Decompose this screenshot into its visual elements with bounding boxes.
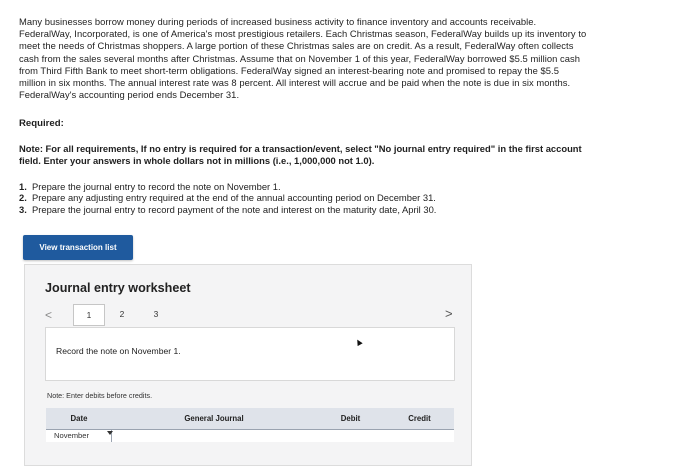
note-line: field. Enter your answers in whole dollars not in millions (i.e., 1,000,000 not 1.0). bbox=[19, 155, 375, 167]
problem-line: meet the needs of Christmas shoppers. A large portion of these Christmas sales are on credit. As a result, FederalWay often collects bbox=[19, 40, 574, 52]
step-tab-1[interactable]: 1 bbox=[73, 304, 105, 326]
view-transaction-list-button[interactable]: View transaction list bbox=[23, 235, 133, 260]
instruction-text: Record the note on November 1. bbox=[56, 346, 181, 356]
requirement-item: 1. Prepare the journal entry to record the note on November 1. bbox=[19, 181, 281, 192]
chevron-right-icon[interactable]: > bbox=[445, 306, 453, 321]
caret-down-icon bbox=[107, 431, 113, 435]
date-select[interactable] bbox=[46, 430, 112, 442]
problem-text bbox=[19, 16, 681, 101]
required-heading: Required: bbox=[19, 118, 64, 129]
table-row bbox=[46, 429, 454, 442]
debits-note: Note: Enter debits before credits. bbox=[47, 391, 153, 400]
column-header-debit: Debit bbox=[316, 408, 386, 429]
instruction-box bbox=[45, 327, 455, 381]
column-header-date: Date bbox=[46, 408, 113, 429]
chevron-left-icon[interactable]: < bbox=[45, 308, 53, 322]
problem-line: cash from the sales several months after Christmas. Assume that on November 1 of this year, FederalWay borrowed $5.5 million cash bbox=[19, 52, 581, 64]
problem-line: million in six months. The annual interest rate was 8 percent. All interest will accrue and be paid when the note is due in six months. bbox=[19, 77, 571, 89]
journal-entry-worksheet bbox=[24, 264, 472, 466]
step-tab-2[interactable]: 2 bbox=[119, 309, 125, 319]
column-header-credit: Credit bbox=[385, 408, 454, 429]
date-select-value: November bbox=[54, 431, 90, 440]
problem-line: FederalWay's accounting period ends December 31. bbox=[19, 89, 240, 101]
problem-line: Many businesses borrow money during periods of increased business activity to finance inventory and accounts receivable. bbox=[19, 16, 537, 27]
requirement-item: 3. Prepare the journal entry to record payment of the note and interest on the maturity date, April 30. bbox=[19, 203, 437, 215]
instructions-note bbox=[19, 143, 679, 167]
problem-line: from Third Fifth Bank to meet short-term obligations. FederalWay signed an interest-bearing note and promised to repay the $5.5 bbox=[19, 64, 559, 76]
note-line: Note: For all requirements, If no entry is required for a transaction/event, select "No journal entry required" in the first account bbox=[19, 143, 582, 154]
column-header-general-journal: General Journal bbox=[112, 408, 317, 429]
mouse-cursor-icon: ▲ bbox=[351, 335, 366, 350]
journal-table bbox=[46, 408, 454, 468]
requirement-item: 2. Prepare any adjusting entry required at the end of the annual accounting period on December 31. bbox=[19, 192, 436, 204]
problem-line: FederalWay, Incorporated, is one of America's most prestigious retailers. Each Christmas season, FederalWay builds up its inventory to bbox=[19, 28, 587, 40]
worksheet-title: Journal entry worksheet bbox=[45, 281, 191, 295]
requirements-list bbox=[19, 181, 436, 215]
step-tab-3[interactable]: 3 bbox=[153, 309, 159, 319]
